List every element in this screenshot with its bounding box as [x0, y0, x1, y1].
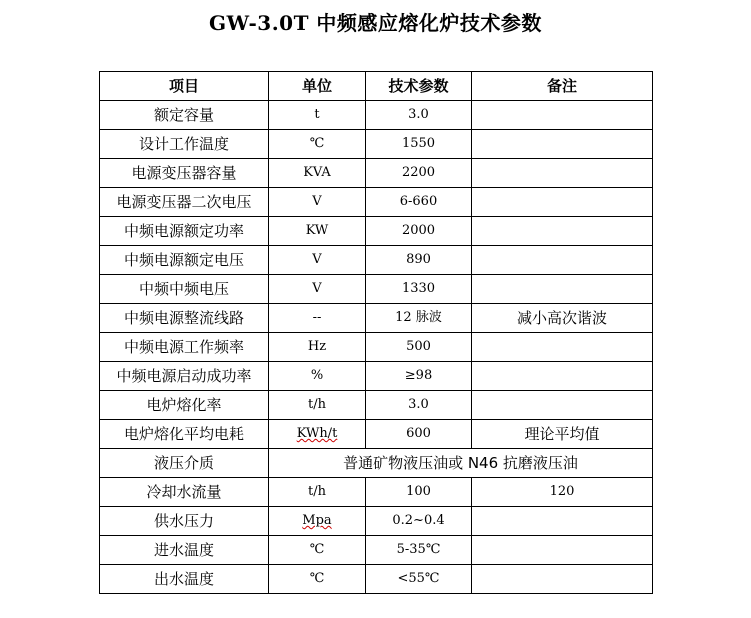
- cell-unit: ℃: [269, 565, 366, 594]
- cell-unit: KW: [269, 217, 366, 246]
- cell-note: [472, 159, 653, 188]
- cell-item: 中频电源整流线路: [100, 304, 269, 333]
- table-row: [100, 101, 653, 130]
- cell-note: 减小高次谐波: [472, 304, 653, 333]
- cell-item: 电源变压器二次电压: [100, 188, 269, 217]
- cell-note: [472, 275, 653, 304]
- cell-note: [472, 565, 653, 594]
- cell-value: 600: [366, 420, 472, 449]
- cell-item: 中频电源额定电压: [100, 246, 269, 275]
- cell-unit: [269, 507, 366, 536]
- table-row: [100, 391, 653, 420]
- table-row: [100, 130, 653, 159]
- table-row: [100, 275, 653, 304]
- cell-item: 中频电源启动成功率: [100, 362, 269, 391]
- cell-unit: t/h: [269, 391, 366, 420]
- header-value: 技术参数: [366, 72, 472, 101]
- table-row: [100, 536, 653, 565]
- cell-note: [472, 391, 653, 420]
- cell-value: 2000: [366, 217, 472, 246]
- cell-note: [472, 536, 653, 565]
- cell-unit: t: [269, 101, 366, 130]
- table-row: [100, 188, 653, 217]
- spec-table: [99, 71, 653, 594]
- cell-value: ≥98: [366, 362, 472, 391]
- cell-item: 中频电源额定功率: [100, 217, 269, 246]
- cell-note: [472, 217, 653, 246]
- cell-value: 1330: [366, 275, 472, 304]
- cell-value: 3.0: [366, 101, 472, 130]
- cell-value: 3.0: [366, 391, 472, 420]
- cell-item: 电炉熔化平均电耗: [100, 420, 269, 449]
- cell-item: 额定容量: [100, 101, 269, 130]
- cell-value: 0.2~0.4: [366, 507, 472, 536]
- table-row: [100, 565, 653, 594]
- cell-note: [472, 101, 653, 130]
- table-row: [100, 362, 653, 391]
- table-row-merged: [100, 449, 653, 478]
- cell-note: [472, 188, 653, 217]
- cell-unit: %: [269, 362, 366, 391]
- cell-unit: --: [269, 304, 366, 333]
- table-row: [100, 217, 653, 246]
- cell-unit: V: [269, 188, 366, 217]
- cell-unit: V: [269, 275, 366, 304]
- cell-note: [472, 333, 653, 362]
- table-row: [100, 420, 653, 449]
- cell-item: 冷却水流量: [100, 478, 269, 507]
- cell-unit: KVA: [269, 159, 366, 188]
- table-row: [100, 507, 653, 536]
- cell-unit: ℃: [269, 536, 366, 565]
- table-row: [100, 159, 653, 188]
- cell-unit-text: Mpa: [302, 513, 332, 528]
- cell-value: 500: [366, 333, 472, 362]
- cell-value: 1550: [366, 130, 472, 159]
- table-row: [100, 478, 653, 507]
- document-title: GW-3.0T 中频感应熔化炉技术参数: [209, 11, 542, 35]
- cell-value: 2200: [366, 159, 472, 188]
- cell-unit: t/h: [269, 478, 366, 507]
- header-note: 备注: [472, 72, 653, 101]
- table-row: [100, 333, 653, 362]
- cell-note: [472, 246, 653, 275]
- cell-item: 电炉熔化率: [100, 391, 269, 420]
- cell-item: 设计工作温度: [100, 130, 269, 159]
- table-row: [100, 246, 653, 275]
- cell-note: [472, 130, 653, 159]
- cell-value: 890: [366, 246, 472, 275]
- cell-unit: Hz: [269, 333, 366, 362]
- cell-item: 进水温度: [100, 536, 269, 565]
- cell-note: 120: [472, 478, 653, 507]
- cell-value: <55℃: [366, 565, 472, 594]
- cell-note: 理论平均值: [472, 420, 653, 449]
- cell-item: 电源变压器容量: [100, 159, 269, 188]
- cell-note: [472, 507, 653, 536]
- table-header-row: [100, 72, 653, 101]
- cell-unit-text: KWh/t: [296, 426, 338, 441]
- header-item: 项目: [100, 72, 269, 101]
- header-unit: 单位: [269, 72, 366, 101]
- table-row: [100, 304, 653, 333]
- cell-unit: [269, 420, 366, 449]
- cell-merged-value: 普通矿物液压油或 N46 抗磨液压油: [269, 449, 653, 478]
- cell-unit: ℃: [269, 130, 366, 159]
- cell-unit: V: [269, 246, 366, 275]
- cell-note: [472, 362, 653, 391]
- cell-item: 供水压力: [100, 507, 269, 536]
- cell-value: 12 脉波: [366, 304, 472, 333]
- cell-item: 出水温度: [100, 565, 269, 594]
- cell-value: 6-660: [366, 188, 472, 217]
- cell-item: 中频中频电压: [100, 275, 269, 304]
- cell-value: 100: [366, 478, 472, 507]
- cell-item: 液压介质: [100, 449, 269, 478]
- cell-value: 5-35℃: [366, 536, 472, 565]
- cell-item: 中频电源工作频率: [100, 333, 269, 362]
